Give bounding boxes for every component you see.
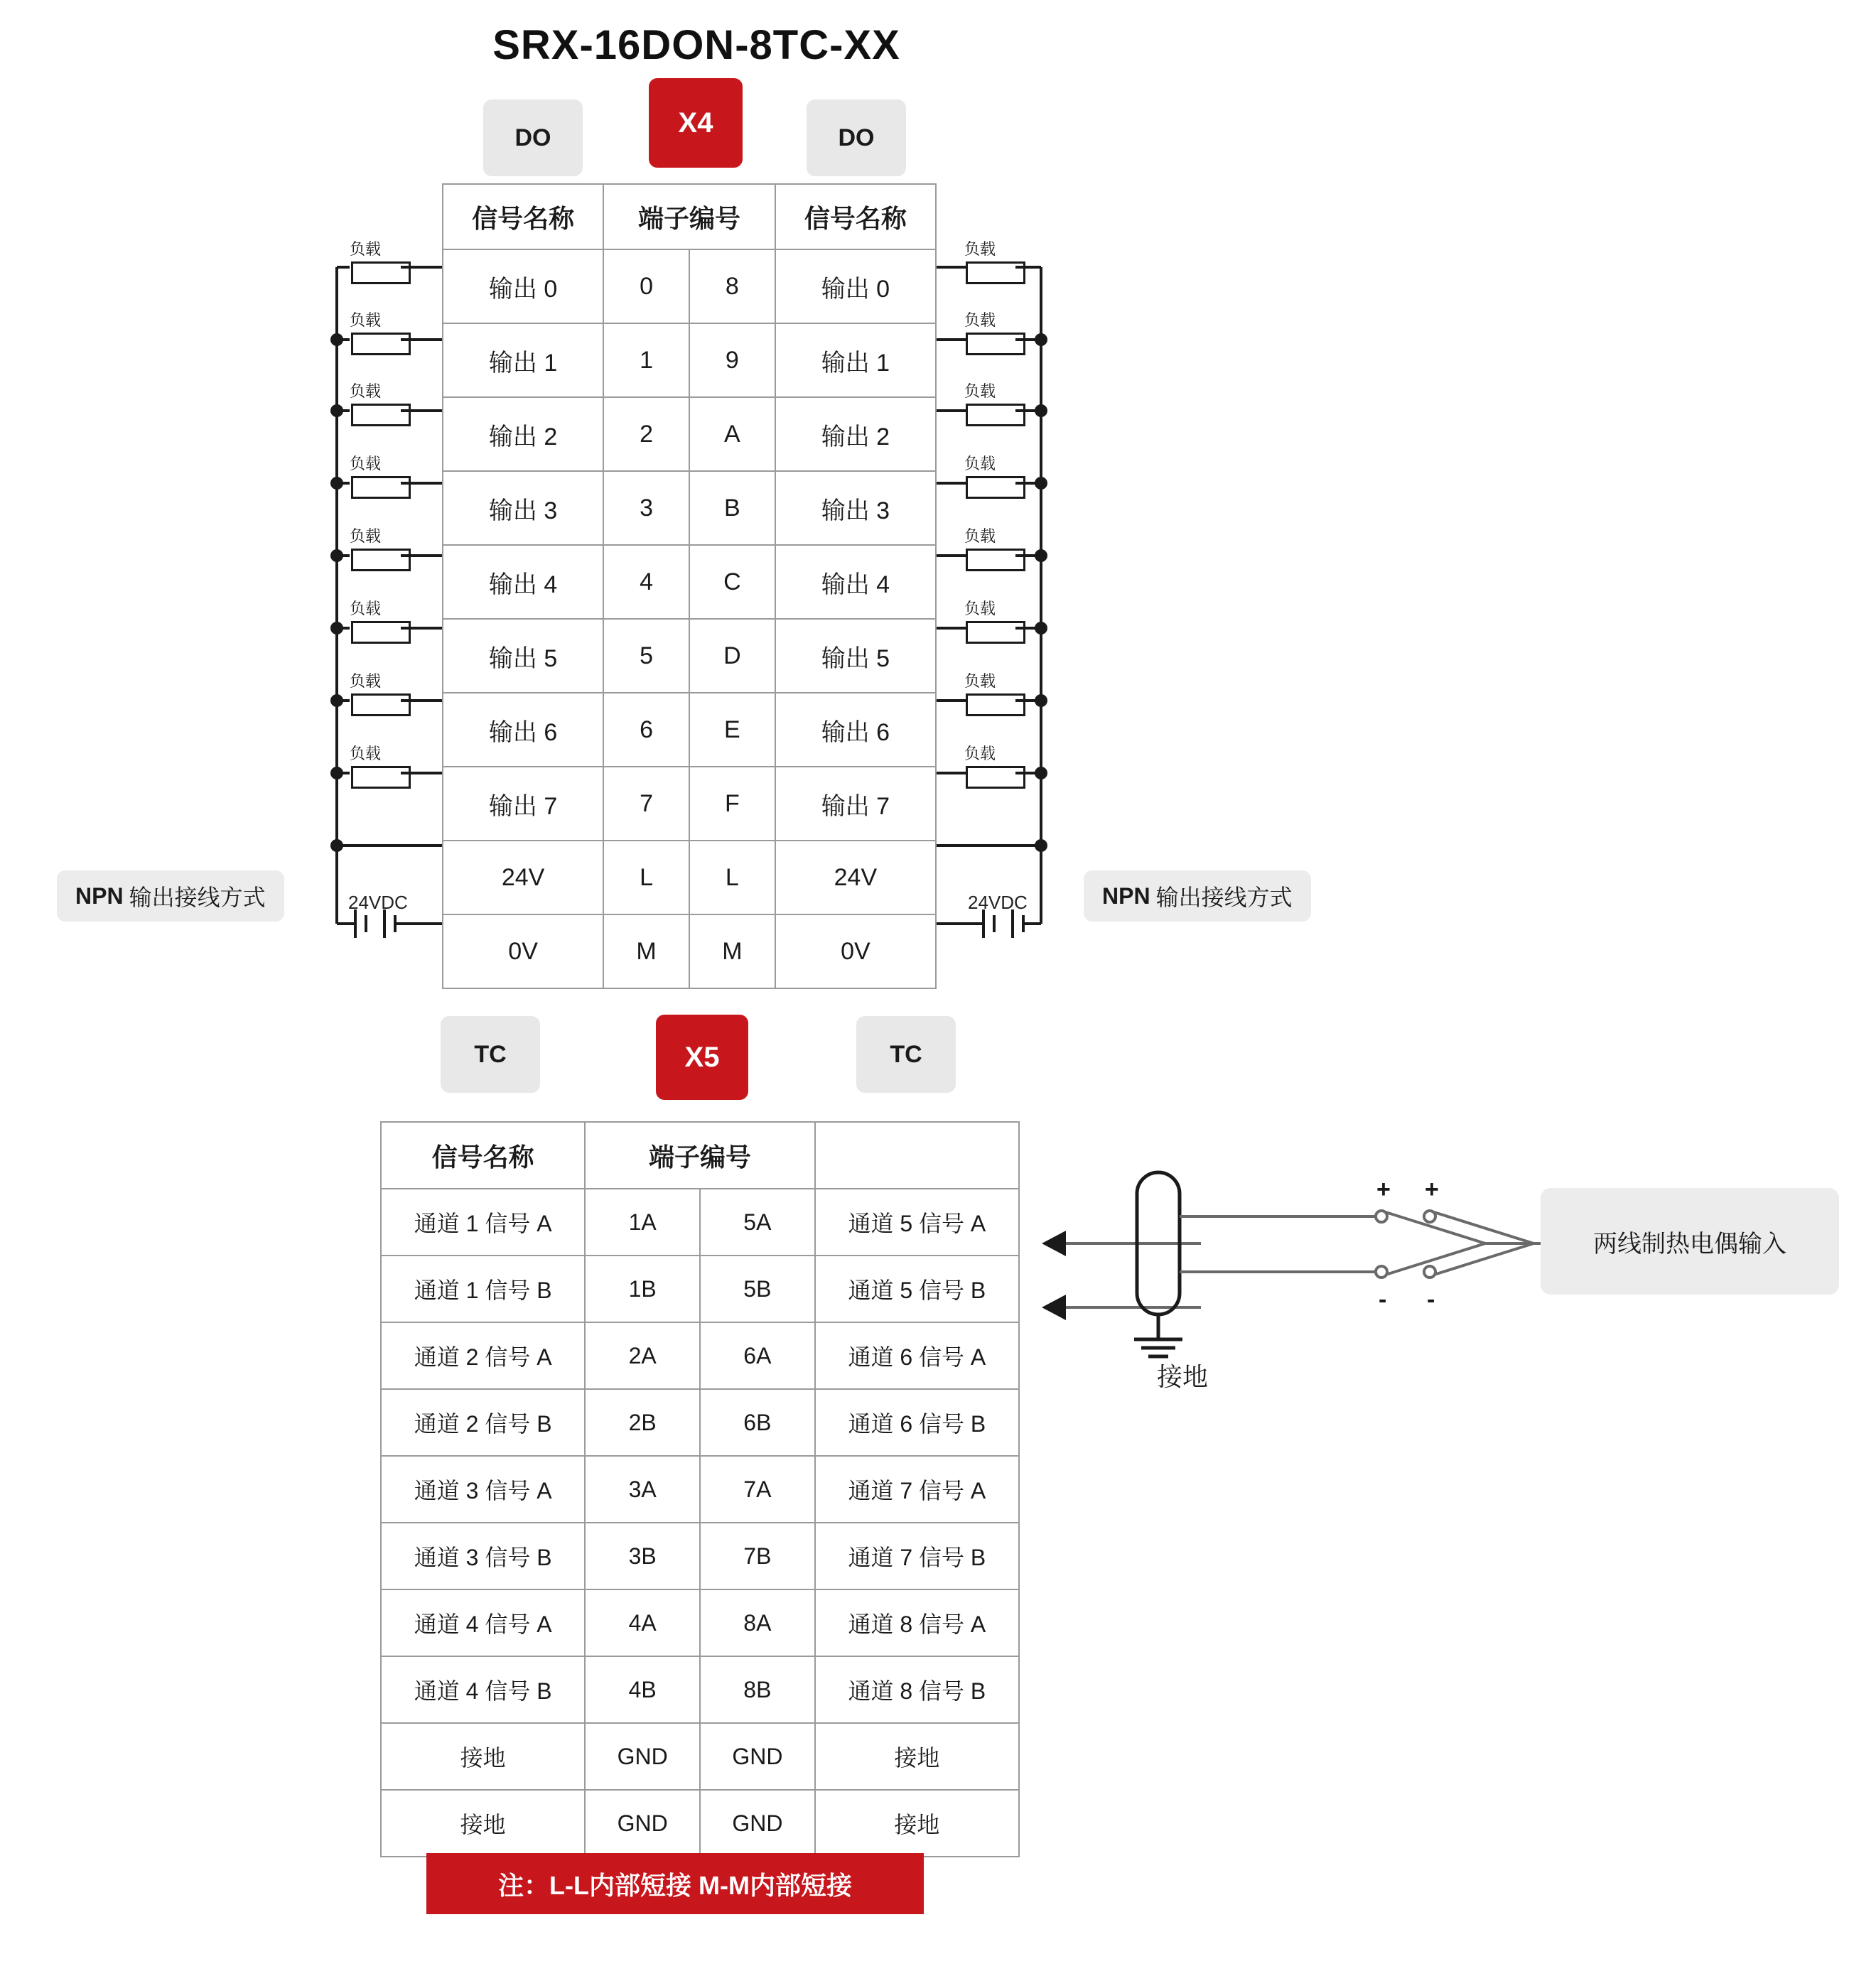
tc-right-signal: 接地 xyxy=(815,1723,1019,1790)
load-label: 负载 xyxy=(350,745,382,762)
load-label: 负载 xyxy=(964,455,996,473)
load-resistor-right-2 xyxy=(956,384,1041,433)
resistor-symbol xyxy=(966,261,1025,284)
plus-sign-2: + xyxy=(1425,1176,1439,1203)
tc-table-body xyxy=(381,1189,1019,1857)
do-left-signal: 24V xyxy=(443,841,603,914)
do-table-header-row xyxy=(443,184,936,249)
resistor-symbol xyxy=(351,261,411,284)
do-left-terminal: M xyxy=(603,914,689,988)
do-left-signal: 输出 5 xyxy=(443,619,603,693)
ground-label: 接地 xyxy=(1157,1362,1209,1391)
do-header-terminal: 端子编号 xyxy=(603,184,775,249)
do-right-terminal: A xyxy=(689,397,775,471)
do-right-signal: 输出 0 xyxy=(775,249,936,323)
tc-terminal-table xyxy=(380,1121,1020,1857)
chip-do-left: DO xyxy=(483,99,583,176)
load-label: 负载 xyxy=(964,311,996,329)
do-left-signal: 输出 6 xyxy=(443,693,603,767)
table-row xyxy=(381,1723,1019,1790)
load-label: 负载 xyxy=(964,600,996,617)
thermocouple-input-note: 两线制热电偶输入 xyxy=(1541,1188,1839,1295)
tc-left-signal: 通道 3 信号 A xyxy=(381,1456,585,1523)
tc-left-terminal: 4B xyxy=(585,1656,700,1723)
resistor-symbol xyxy=(966,766,1025,789)
tc-header-blank xyxy=(815,1122,1019,1189)
minus-sign-2: - xyxy=(1427,1286,1435,1313)
do-left-terminal: 2 xyxy=(603,397,689,471)
tc-left-signal: 接地 xyxy=(381,1723,585,1790)
chip-x5: X5 xyxy=(656,1015,748,1100)
load-label: 负载 xyxy=(350,382,382,400)
vdc-label-right: 24VDC xyxy=(968,892,1028,913)
do-left-terminal: 7 xyxy=(603,767,689,841)
resistor-symbol xyxy=(351,476,411,499)
load-resistor-right-3 xyxy=(956,456,1041,506)
do-right-signal: 输出 3 xyxy=(775,471,936,545)
do-right-terminal: D xyxy=(689,619,775,693)
resistor-symbol xyxy=(966,549,1025,571)
load-label: 负载 xyxy=(350,672,382,690)
do-right-terminal: E xyxy=(689,693,775,767)
tc-right-signal: 通道 5 信号 A xyxy=(815,1189,1019,1256)
npn-wiring-label-right xyxy=(1084,870,1311,922)
do-left-terminal: L xyxy=(603,841,689,914)
note-banner: 注：L-L内部短接 M-M内部短接 xyxy=(426,1853,924,1914)
table-row xyxy=(443,471,936,545)
tc-right-signal: 通道 6 信号 B xyxy=(815,1389,1019,1456)
load-resistor-left-0 xyxy=(341,242,426,291)
do-left-signal: 输出 4 xyxy=(443,545,603,619)
tc-table-header-row xyxy=(381,1122,1019,1189)
resistor-symbol xyxy=(351,621,411,644)
npn-bold-text: NPN xyxy=(1102,882,1150,909)
chip-tc-right: TC xyxy=(856,1016,956,1093)
load-label: 负载 xyxy=(350,527,382,545)
do-right-signal: 输出 7 xyxy=(775,767,936,841)
tc-right-signal: 通道 7 信号 B xyxy=(815,1523,1019,1589)
do-left-signal: 输出 1 xyxy=(443,323,603,397)
resistor-symbol xyxy=(351,549,411,571)
load-label: 负载 xyxy=(350,311,382,329)
load-resistor-right-1 xyxy=(956,313,1041,362)
load-resistor-right-4 xyxy=(956,529,1041,578)
load-resistor-right-5 xyxy=(956,601,1041,651)
tc-left-terminal: 3B xyxy=(585,1523,700,1589)
do-left-terminal: 3 xyxy=(603,471,689,545)
load-resistor-right-6 xyxy=(956,674,1041,723)
npn-wiring-label-left xyxy=(57,870,284,922)
do-right-signal: 0V xyxy=(775,914,936,988)
tc-left-terminal: 2A xyxy=(585,1322,700,1389)
plus-sign-1: + xyxy=(1376,1176,1391,1203)
tc-left-terminal: GND xyxy=(585,1790,700,1857)
do-left-terminal: 6 xyxy=(603,693,689,767)
tc-right-terminal: 7B xyxy=(700,1523,815,1589)
tc-right-terminal: 5A xyxy=(700,1189,815,1256)
table-row xyxy=(443,619,936,693)
tc-right-signal: 通道 6 信号 A xyxy=(815,1322,1019,1389)
table-row xyxy=(381,1189,1019,1256)
table-row xyxy=(443,397,936,471)
tc-left-terminal: 1B xyxy=(585,1256,700,1322)
table-row xyxy=(443,323,936,397)
table-row xyxy=(381,1322,1019,1389)
do-left-signal: 输出 3 xyxy=(443,471,603,545)
resistor-symbol xyxy=(351,693,411,716)
do-header-right-signal: 信号名称 xyxy=(775,184,936,249)
tc-right-signal: 通道 7 信号 A xyxy=(815,1456,1019,1523)
do-left-terminal: 5 xyxy=(603,619,689,693)
tc-left-terminal: 3A xyxy=(585,1456,700,1523)
load-resistor-left-4 xyxy=(341,529,426,578)
do-right-signal: 输出 5 xyxy=(775,619,936,693)
load-label: 负载 xyxy=(350,455,382,473)
tc-right-signal: 通道 5 信号 B xyxy=(815,1256,1019,1322)
tc-left-terminal: 2B xyxy=(585,1389,700,1456)
do-left-signal: 输出 0 xyxy=(443,249,603,323)
table-row xyxy=(381,1389,1019,1456)
tc-header-terminal: 端子编号 xyxy=(585,1122,814,1189)
do-right-signal: 24V xyxy=(775,841,936,914)
resistor-symbol xyxy=(966,693,1025,716)
table-row xyxy=(381,1790,1019,1857)
tc-right-terminal: 8B xyxy=(700,1656,815,1723)
table-row xyxy=(443,249,936,323)
tc-right-terminal: 6B xyxy=(700,1389,815,1456)
resistor-symbol xyxy=(966,404,1025,426)
tc-left-signal: 接地 xyxy=(381,1790,585,1857)
do-right-terminal: 8 xyxy=(689,249,775,323)
table-row xyxy=(443,693,936,767)
table-row xyxy=(443,841,936,914)
tc-left-signal: 通道 2 信号 B xyxy=(381,1389,585,1456)
minus-sign-1: - xyxy=(1379,1286,1387,1313)
tc-left-terminal: 4A xyxy=(585,1589,700,1656)
do-right-terminal: B xyxy=(689,471,775,545)
do-left-signal: 输出 7 xyxy=(443,767,603,841)
load-resistor-left-5 xyxy=(341,601,426,651)
do-right-terminal: F xyxy=(689,767,775,841)
tc-right-terminal: 6A xyxy=(700,1322,815,1389)
chip-tc-left: TC xyxy=(441,1016,540,1093)
npn-bold-text: NPN xyxy=(75,882,124,909)
resistor-symbol xyxy=(966,333,1025,355)
resistor-symbol xyxy=(351,404,411,426)
tc-right-terminal: 7A xyxy=(700,1456,815,1523)
do-header-left-signal: 信号名称 xyxy=(443,184,603,249)
load-resistor-left-3 xyxy=(341,456,426,506)
table-row xyxy=(381,1523,1019,1589)
vdc-label-left: 24VDC xyxy=(348,892,408,913)
tc-right-signal: 通道 8 信号 B xyxy=(815,1656,1019,1723)
tc-left-signal: 通道 4 信号 B xyxy=(381,1656,585,1723)
tc-right-terminal: GND xyxy=(700,1723,815,1790)
table-row xyxy=(381,1589,1019,1656)
do-left-terminal: 4 xyxy=(603,545,689,619)
do-right-signal: 输出 2 xyxy=(775,397,936,471)
chip-x4: X4 xyxy=(649,78,743,168)
tc-left-signal: 通道 1 信号 A xyxy=(381,1189,585,1256)
do-left-terminal: 0 xyxy=(603,249,689,323)
do-table-body xyxy=(443,249,936,988)
tc-right-signal: 通道 8 信号 A xyxy=(815,1589,1019,1656)
load-resistor-left-6 xyxy=(341,674,426,723)
npn-rest-text: 输出接线方式 xyxy=(1155,885,1293,910)
load-label: 负载 xyxy=(964,382,996,400)
tc-left-terminal: GND xyxy=(585,1723,700,1790)
load-label: 负载 xyxy=(964,240,996,258)
tc-left-signal: 通道 2 信号 A xyxy=(381,1322,585,1389)
load-label: 负载 xyxy=(964,672,996,690)
load-resistor-left-7 xyxy=(341,746,426,796)
table-row xyxy=(381,1256,1019,1322)
load-label: 负载 xyxy=(964,527,996,545)
tc-left-signal: 通道 1 信号 B xyxy=(381,1256,585,1322)
tc-left-terminal: 1A xyxy=(585,1189,700,1256)
do-right-signal: 输出 1 xyxy=(775,323,936,397)
tc-header-left-signal: 信号名称 xyxy=(381,1122,585,1189)
do-right-terminal: C xyxy=(689,545,775,619)
do-right-terminal: M xyxy=(689,914,775,988)
do-right-terminal: L xyxy=(689,841,775,914)
table-row xyxy=(443,545,936,619)
load-label: 负载 xyxy=(964,745,996,762)
do-left-terminal: 1 xyxy=(603,323,689,397)
tc-right-terminal: 8A xyxy=(700,1589,815,1656)
table-row xyxy=(443,767,936,841)
tc-right-terminal: GND xyxy=(700,1790,815,1857)
do-right-signal: 输出 4 xyxy=(775,545,936,619)
do-terminal-table xyxy=(442,183,937,989)
load-label: 负载 xyxy=(350,600,382,617)
do-right-signal: 输出 6 xyxy=(775,693,936,767)
table-row xyxy=(381,1656,1019,1723)
chip-do-right: DO xyxy=(807,99,906,176)
tc-left-signal: 通道 4 信号 A xyxy=(381,1589,585,1656)
load-resistor-left-1 xyxy=(341,313,426,362)
resistor-symbol xyxy=(966,621,1025,644)
do-left-signal: 0V xyxy=(443,914,603,988)
load-label: 负载 xyxy=(350,240,382,258)
load-resistor-left-2 xyxy=(341,384,426,433)
load-resistor-right-7 xyxy=(956,746,1041,796)
resistor-symbol xyxy=(966,476,1025,499)
npn-rest-text: 输出接线方式 xyxy=(129,885,266,910)
table-row xyxy=(381,1456,1019,1523)
tc-right-terminal: 5B xyxy=(700,1256,815,1322)
table-row xyxy=(443,914,936,988)
tc-right-signal: 接地 xyxy=(815,1790,1019,1857)
resistor-symbol xyxy=(351,333,411,355)
do-right-terminal: 9 xyxy=(689,323,775,397)
load-resistor-right-0 xyxy=(956,242,1041,291)
tc-left-signal: 通道 3 信号 B xyxy=(381,1523,585,1589)
do-left-signal: 输出 2 xyxy=(443,397,603,471)
page-title: SRX-16DON-8TC-XX xyxy=(492,22,900,68)
resistor-symbol xyxy=(351,766,411,789)
